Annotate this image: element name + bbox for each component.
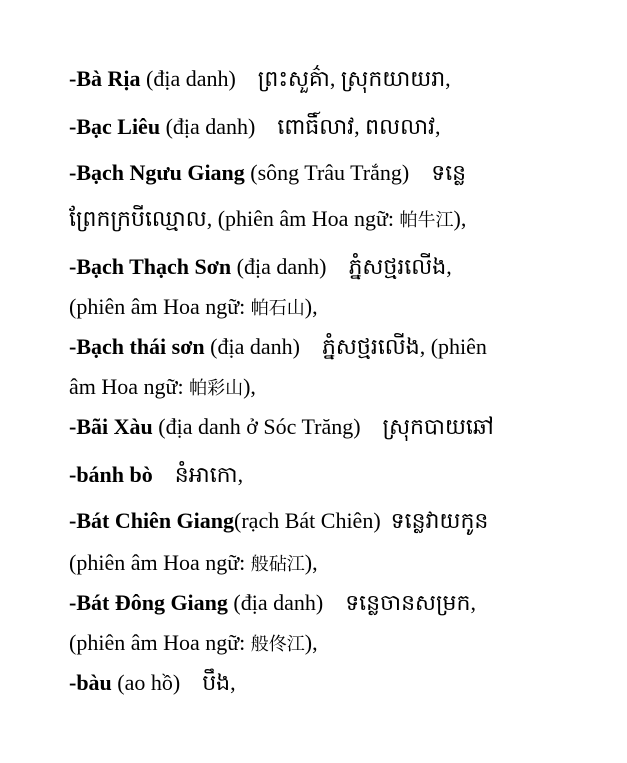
entry-line (69, 508, 488, 534)
entry-term: -Bạch Thạch Sơn (69, 254, 232, 279)
entry-line (69, 66, 451, 92)
entry-term: -Bạc Liêu (69, 114, 161, 139)
entry-khmer: ព្រះសួគ៌ា, ស្រុកយាយរា, (257, 66, 451, 91)
entry-khmer: ព្រែកក្របីឈ្មោល, (69, 206, 213, 231)
entry-khmer: ភ្នំសថ្មរលើង, (348, 254, 452, 279)
entry-phonetic-suffix: ), (304, 550, 318, 575)
entry-note: (rạch Bát Chiên) (234, 508, 381, 533)
entry-khmer: បឹង, (202, 670, 236, 695)
entry-note: (địa danh) (210, 334, 300, 359)
entry-han-text: 般砧江 (250, 554, 305, 574)
entry-term: -Bạch Ngưu Giang (69, 160, 245, 185)
entry-phonetic-prefix: âm Hoa ngữ: (69, 374, 190, 399)
entry-continuation (69, 550, 318, 577)
entry-note: (địa danh) (233, 590, 324, 615)
entry-line (69, 114, 441, 140)
entry-term: -Bát Chiên Giang (69, 508, 235, 533)
entry-han-text: 帕彩山 (189, 378, 244, 398)
entry-note: (địa danh ở Sóc Trăng) (158, 414, 361, 439)
entry-note: (ao hồ) (117, 670, 181, 695)
entry-han-text: 帕石山 (250, 298, 305, 318)
entry-khmer: ទន្លេ (431, 160, 467, 185)
entry-phonetic-suffix: ), (304, 630, 318, 655)
entry-phonetic-suffix: ), (243, 374, 256, 399)
entry-line (69, 334, 487, 360)
entry-han-text: 般佟江 (250, 634, 305, 654)
entry-line (69, 414, 494, 440)
entry-term: -Bát Đông Giang (69, 590, 228, 615)
entry-tail: (phiên (430, 334, 487, 359)
entry-term: -bàu (69, 670, 112, 695)
entry-line (69, 462, 243, 488)
entry-continuation (69, 374, 256, 401)
entry-term: -Bãi Xàu (69, 414, 153, 439)
entry-phonetic-prefix: (phiên âm Hoa ngữ: (69, 550, 251, 575)
entry-line (69, 254, 452, 280)
entry-note: (địa danh) (236, 254, 327, 279)
entry-phonetic-prefix: (phiên âm Hoa ngữ: (217, 206, 400, 231)
entry-term: -Bạch thái sơn (69, 334, 205, 359)
entry-phonetic-suffix: ), (304, 294, 318, 319)
entry-line (69, 160, 466, 186)
entry-phonetic-suffix: ), (453, 206, 467, 231)
entry-term: -Bà Rịa (69, 66, 141, 91)
entry-continuation (69, 294, 318, 321)
entry-term: -bánh bò (69, 462, 153, 487)
entry-khmer: ទន្លេវាយកូន (390, 508, 489, 533)
entry-note: (sông Trâu Trắng) (250, 160, 410, 185)
entry-note: (địa danh) (165, 114, 256, 139)
entry-continuation (69, 630, 318, 657)
entry-khmer: នំអាកោ, (174, 462, 244, 487)
entry-khmer: ស្រុកបាយឆៅ (382, 414, 494, 439)
entry-phonetic-prefix: (phiên âm Hoa ngữ: (69, 294, 251, 319)
entry-note: (địa danh) (146, 66, 236, 91)
entry-han-text: 帕牛江 (399, 210, 454, 230)
entry-khmer: ភ្នំសថ្មរលើង, (321, 334, 426, 359)
entry-khmer: ពោធិ៍លាវ, ពលលាវ, (277, 114, 441, 139)
entry-phonetic-prefix: (phiên âm Hoa ngữ: (69, 630, 251, 655)
entry-line (69, 670, 236, 696)
entry-line (69, 590, 476, 616)
entry-continuation (69, 206, 466, 233)
entry-khmer: ទន្លេចានសម្រក, (345, 590, 476, 615)
